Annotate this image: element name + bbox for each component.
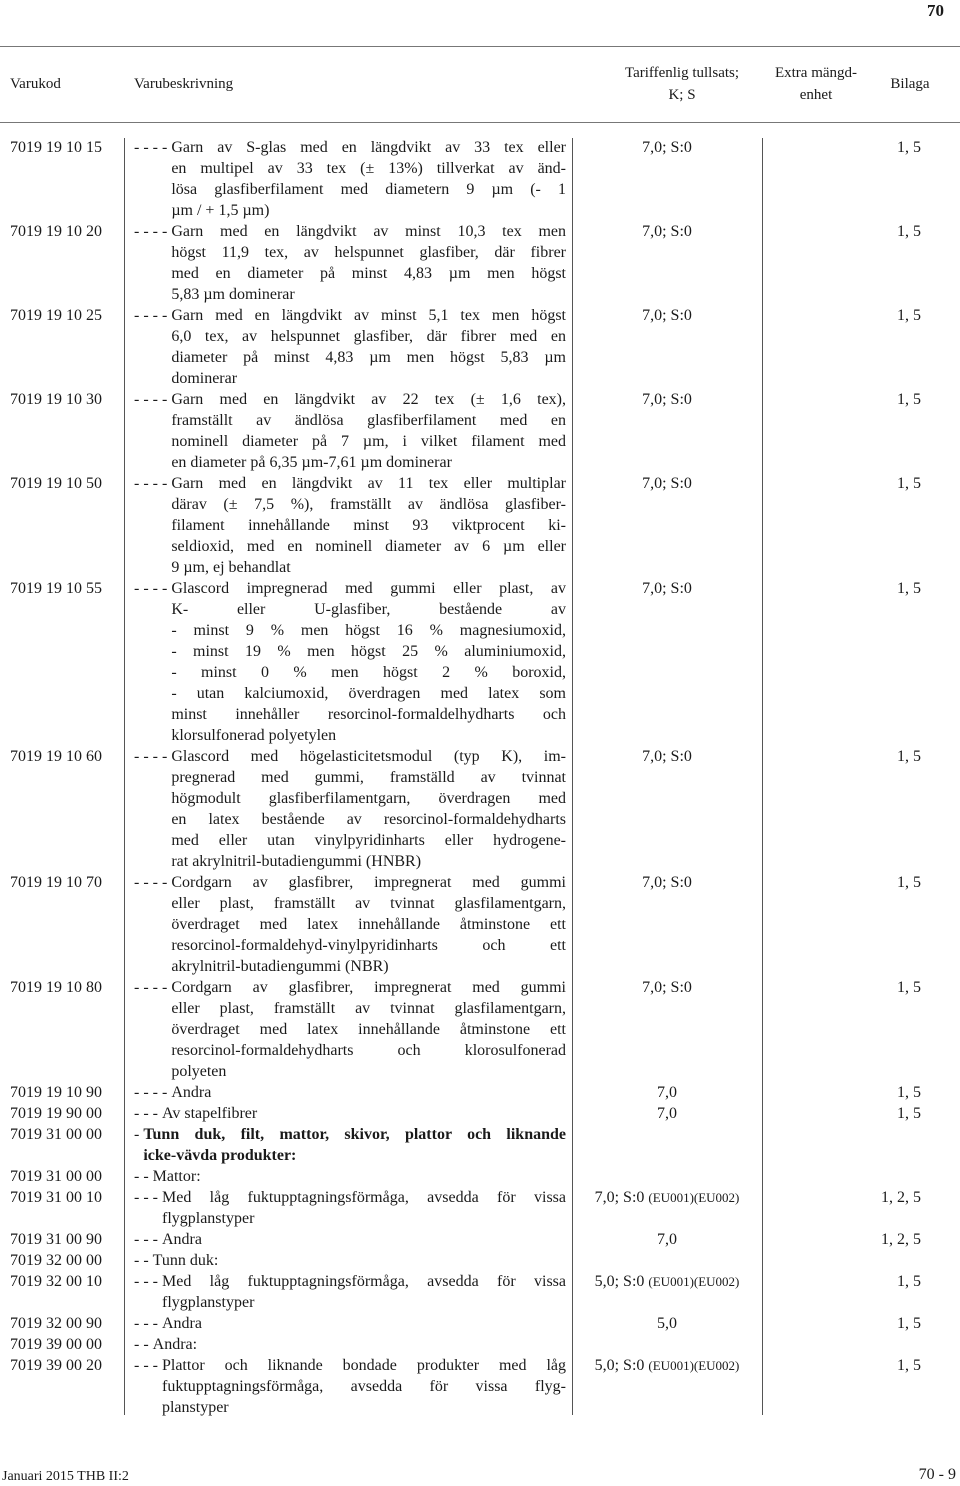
row-level-dashes: - - - xyxy=(134,1357,162,1374)
row-description xyxy=(171,221,572,305)
table-row xyxy=(0,1250,960,1271)
header-tariff-line1: Tariffenlig tullsats; xyxy=(624,65,740,81)
description-line: högmodult glasfiberfilamentgarn, överdragen med xyxy=(171,790,566,807)
row-description xyxy=(171,137,572,221)
header-tariff xyxy=(590,47,774,121)
description-line: - minst 0 % men högst 2 % boroxid, xyxy=(171,664,566,681)
tariff-table-body xyxy=(0,137,960,1418)
tariff-value: 7,0; S:0 xyxy=(642,307,692,324)
description-line: Garn med en längdvikt av minst 5,1 tex men högst xyxy=(171,307,566,324)
description-line: 9 µm, ej behandlat xyxy=(171,559,291,576)
row-level-dashes: - - - - xyxy=(134,1084,172,1101)
description-line: Av stapelfibrer xyxy=(161,1105,258,1122)
footer-page-ref: 70 - 9 xyxy=(918,1466,956,1483)
row-description xyxy=(153,1250,572,1271)
row-annex: 1, 5 xyxy=(897,139,921,156)
row-level-dashes: - - - - xyxy=(134,391,172,408)
description-line: Andra: xyxy=(152,1336,198,1353)
row-annex: 1, 5 xyxy=(897,979,921,996)
table-row xyxy=(0,1271,960,1313)
row-description xyxy=(153,1166,572,1187)
description-line: seldioxid, med en nominell diameter av 6 µm eller xyxy=(171,538,566,555)
row-annex: 1, 5 xyxy=(897,307,921,324)
row-unit xyxy=(762,872,866,977)
table-row xyxy=(0,746,960,872)
row-level-dashes: - - - - xyxy=(134,475,172,492)
description-line: Andra xyxy=(171,1084,212,1101)
description-line: resorcinol-formaldehydharts och klorosulfonerad xyxy=(171,1042,566,1059)
row-code: 7019 19 10 50 xyxy=(10,475,102,492)
row-annex: 1, 2, 5 xyxy=(881,1189,921,1206)
row-unit xyxy=(762,1313,866,1334)
row-code: 7019 31 00 00 xyxy=(10,1168,102,1185)
row-code: 7019 31 00 10 xyxy=(10,1189,102,1206)
row-tariff xyxy=(572,389,762,473)
tariff-value: 7,0; S:0 xyxy=(642,874,692,891)
tariff-value: 7,0; S:0 xyxy=(642,979,692,996)
table-row xyxy=(0,1313,960,1334)
tariff-value: 5,0 xyxy=(657,1315,677,1332)
row-tariff xyxy=(572,1187,762,1229)
description-line: Cordgarn av glasfibrer, impregnerat med gummi xyxy=(171,874,566,891)
row-annex xyxy=(866,1334,958,1355)
table-row xyxy=(0,1082,960,1103)
table-row xyxy=(0,1166,960,1187)
description-line: - minst 19 % men högst 25 % aluminiumoxid, xyxy=(171,643,566,660)
page-number: 70 xyxy=(927,1,944,20)
description-line: pregnerad med gummi, framställd av tvinnat xyxy=(171,769,566,786)
table-row xyxy=(0,473,960,578)
header-tariff-line2: K; S xyxy=(668,87,696,103)
row-description xyxy=(162,1355,572,1418)
row-unit xyxy=(762,1250,866,1271)
row-unit xyxy=(762,305,866,389)
row-level-dashes: - - - xyxy=(134,1273,162,1290)
description-line: fuktupptagningsförmåga, avsedda för vissa flyg- xyxy=(161,1378,566,1395)
tariff-footnote-ref: (EU001)(EU002) xyxy=(648,1358,740,1373)
description-line: diameter på minst 4,83 µm men högst 5,83 µm xyxy=(171,349,566,366)
description-line: filament innehållande minst 93 viktprocent ki- xyxy=(171,517,566,534)
description-line: Glascord med högelasticitetsmodul (typ K), im- xyxy=(171,748,566,765)
row-description xyxy=(143,1124,572,1166)
row-tariff xyxy=(572,137,762,221)
description-line: µm / + 1,5 µm) xyxy=(171,202,270,219)
row-tariff xyxy=(572,1313,762,1334)
row-description xyxy=(171,305,572,389)
tariff-value: 5,0; S:0 xyxy=(594,1357,645,1374)
row-annex: 1, 5 xyxy=(897,1273,921,1290)
row-code: 7019 19 10 60 xyxy=(10,748,102,765)
tariff-value: 7,0; S:0 xyxy=(642,475,692,492)
description-line: Andra xyxy=(161,1231,202,1248)
row-level-dashes: - - - - xyxy=(134,979,172,996)
description-line: Med låg fuktupptagningsförmåga, avsedda för vissa xyxy=(161,1189,566,1206)
row-level-dashes: - - xyxy=(134,1168,153,1185)
row-unit xyxy=(762,1082,866,1103)
table-row xyxy=(0,872,960,977)
description-line: Tunn duk: xyxy=(152,1252,219,1269)
row-description xyxy=(162,1187,572,1229)
description-line: icke-vävda produkter: xyxy=(143,1147,297,1164)
header-code: Varukod xyxy=(10,76,61,92)
row-description xyxy=(171,1082,572,1103)
row-level-dashes: - - - xyxy=(134,1105,162,1122)
row-annex: 1, 5 xyxy=(897,1084,921,1101)
row-description xyxy=(162,1229,572,1250)
row-level-dashes: - - - - xyxy=(134,139,172,156)
description-line: Garn med en längdvikt av 11 tex eller multiplar xyxy=(171,475,566,492)
row-code: 7019 19 90 00 xyxy=(10,1105,102,1122)
row-level-dashes: - - xyxy=(134,1336,153,1353)
row-level-dashes: - xyxy=(134,1126,144,1143)
tariff-value: 7,0; S:0 xyxy=(642,391,692,408)
table-row xyxy=(0,305,960,389)
description-line: polyeten xyxy=(171,1063,227,1080)
description-line: 5,83 µm dominerar xyxy=(171,286,295,303)
row-unit xyxy=(762,1334,866,1355)
row-tariff xyxy=(572,1355,762,1418)
table-row xyxy=(0,1103,960,1124)
row-tariff xyxy=(572,473,762,578)
row-unit xyxy=(762,389,866,473)
description-line: framställt av ändlösa glasfiberfilament med en xyxy=(171,412,566,429)
table-header xyxy=(0,47,960,121)
table-row xyxy=(0,221,960,305)
description-line: resorcinol-formaldehyd-vinylpyridinharts och ett xyxy=(171,937,566,954)
description-line: lösa glasfiberfilament med diametern 9 µm (- 1 xyxy=(171,181,566,198)
row-description xyxy=(171,872,572,977)
row-unit xyxy=(762,1166,866,1187)
tariff-value: 7,0; S:0 xyxy=(642,580,692,597)
description-line: akrylnitril-butadiengummi (NBR) xyxy=(171,958,389,975)
row-tariff xyxy=(572,305,762,389)
description-line: högst 11,9 tex, av helspunnet glasfiber, där fibrer xyxy=(171,244,566,261)
description-line: överdraget med latex innehållande åtminstone ett xyxy=(171,1021,566,1038)
row-level-dashes: - - - - xyxy=(134,307,172,324)
header-bottom-rule xyxy=(0,122,960,123)
row-unit xyxy=(762,1355,866,1418)
row-unit xyxy=(762,1124,866,1166)
row-unit xyxy=(762,1187,866,1229)
row-level-dashes: - - - xyxy=(134,1231,162,1248)
tariff-footnote-ref: (EU001)(EU002) xyxy=(648,1274,740,1289)
row-level-dashes: - - xyxy=(134,1252,153,1269)
header-description: Varubeskrivning xyxy=(134,76,234,92)
row-annex: 1, 5 xyxy=(897,475,921,492)
row-unit xyxy=(762,221,866,305)
description-line: Glascord impregnerad med gummi eller plast, av xyxy=(171,580,566,597)
row-annex: 1, 2, 5 xyxy=(881,1231,921,1248)
description-line: minst innehåller resorcinol-formaldelhydharts och xyxy=(171,706,566,723)
footer-edition: Januari 2015 THB II:2 xyxy=(2,1469,129,1484)
table-row xyxy=(0,977,960,1082)
row-tariff xyxy=(572,1271,762,1313)
tariff-value: 5,0; S:0 xyxy=(594,1273,645,1290)
description-line: rat akrylnitril-butadiengummi (HNBR) xyxy=(171,853,422,870)
description-line: - minst 9 % men högst 16 % magnesiumoxid, xyxy=(171,622,566,639)
row-description xyxy=(162,1313,572,1334)
description-line: med eller utan vinylpyridinharts eller hydrogene- xyxy=(171,832,566,849)
tariff-footnote-ref: (EU001)(EU002) xyxy=(648,1190,740,1205)
row-tariff xyxy=(572,977,762,1082)
description-line: Garn med en längdvikt av minst 10,3 tex men xyxy=(171,223,566,240)
description-line: eller plast, framställt av tvinnat glasfilamentgarn, xyxy=(171,895,566,912)
description-line: med en diameter på minst 4,83 µm men högst xyxy=(171,265,566,282)
header-unit xyxy=(764,47,868,121)
row-code: 7019 31 00 00 xyxy=(10,1126,102,1143)
row-tariff xyxy=(572,1103,762,1124)
row-tariff xyxy=(572,1124,762,1166)
table-row xyxy=(0,578,960,746)
row-description xyxy=(171,389,572,473)
description-line: Med låg fuktupptagningsförmåga, avsedda för vissa xyxy=(161,1273,566,1290)
header-unit-line1: Extra mängd- xyxy=(774,65,858,81)
row-code: 7019 32 00 10 xyxy=(10,1273,102,1290)
row-code: 7019 19 10 25 xyxy=(10,307,102,324)
description-line: Garn av S-glas med en längdvikt av 33 tex eller xyxy=(171,139,566,156)
row-description xyxy=(162,1271,572,1313)
row-unit xyxy=(762,746,866,872)
row-description xyxy=(162,1103,572,1124)
description-line: planstyper xyxy=(161,1399,229,1416)
row-annex xyxy=(866,1250,958,1271)
row-tariff xyxy=(572,578,762,746)
row-level-dashes: - - - - xyxy=(134,748,172,765)
row-level-dashes: - - - - xyxy=(134,580,172,597)
tariff-value: 7,0; S:0 xyxy=(642,139,692,156)
tariff-value: 7,0 xyxy=(657,1105,677,1122)
row-description xyxy=(171,473,572,578)
row-tariff xyxy=(572,872,762,977)
row-annex: 1, 5 xyxy=(897,874,921,891)
header-annex: Bilaga xyxy=(890,76,930,92)
table-row xyxy=(0,137,960,221)
row-annex: 1, 5 xyxy=(897,748,921,765)
tariff-value: 7,0 xyxy=(657,1084,677,1101)
row-level-dashes: - - - - xyxy=(134,223,172,240)
table-row xyxy=(0,1229,960,1250)
description-line: Mattor: xyxy=(152,1168,201,1185)
description-line: en diameter på 6,35 µm-7,61 µm dominerar xyxy=(171,454,452,471)
row-annex xyxy=(866,1166,958,1187)
tariff-value: 7,0 xyxy=(657,1231,677,1248)
description-line: därav (± 7,5 %), framställt av ändlösa glasfiber- xyxy=(171,496,566,513)
row-description xyxy=(171,578,572,746)
description-line: K- eller U-glasfiber, bestående av xyxy=(171,601,566,618)
row-unit xyxy=(762,137,866,221)
row-tariff xyxy=(572,221,762,305)
table-row xyxy=(0,1124,960,1166)
row-code: 7019 31 00 90 xyxy=(10,1231,102,1248)
table-row xyxy=(0,1187,960,1229)
description-line: Andra xyxy=(161,1315,202,1332)
description-line: flygplanstyper xyxy=(161,1210,255,1227)
row-code: 7019 19 10 15 xyxy=(10,139,102,156)
row-annex: 1, 5 xyxy=(897,1357,921,1374)
row-code: 7019 32 00 90 xyxy=(10,1315,102,1332)
description-line: överdraget med latex innehållande åtminstone ett xyxy=(171,916,566,933)
row-code: 7019 39 00 00 xyxy=(10,1336,102,1353)
description-line: nominell diameter på 7 µm, i vilket filament med xyxy=(171,433,566,450)
table-row xyxy=(0,389,960,473)
description-line: Plattor och liknande bondade produkter med låg xyxy=(161,1357,566,1374)
row-level-dashes: - - - - xyxy=(134,874,172,891)
description-line: - utan kalciumoxid, överdragen med latex som xyxy=(171,685,566,702)
row-unit xyxy=(762,977,866,1082)
row-tariff xyxy=(572,1334,762,1355)
row-annex xyxy=(866,1124,958,1166)
row-code: 7019 19 10 30 xyxy=(10,391,102,408)
row-level-dashes: - - - xyxy=(134,1189,162,1206)
row-annex: 1, 5 xyxy=(897,1315,921,1332)
row-tariff xyxy=(572,1229,762,1250)
row-code: 7019 19 10 90 xyxy=(10,1084,102,1101)
row-code: 7019 19 10 55 xyxy=(10,580,102,597)
row-annex: 1, 5 xyxy=(897,223,921,240)
row-level-dashes: - - - xyxy=(134,1315,162,1332)
tariff-value: 7,0; S:0 xyxy=(642,223,692,240)
row-code: 7019 39 00 20 xyxy=(10,1357,102,1374)
description-line: flygplanstyper xyxy=(161,1294,255,1311)
description-line: en multipel av 33 tex (± 13%) tillverkat av änd- xyxy=(171,160,566,177)
row-code: 7019 19 10 80 xyxy=(10,979,102,996)
description-line: eller plast, framställt av tvinnat glasfilamentgarn, xyxy=(171,1000,566,1017)
row-annex: 1, 5 xyxy=(897,580,921,597)
description-line: 6,0 tex, av helspunnet glasfiber, där fibrer med en xyxy=(171,328,566,345)
table-row xyxy=(0,1355,960,1418)
description-line: klorsulfonerad polyetylen xyxy=(171,727,337,744)
row-description xyxy=(171,746,572,872)
row-unit xyxy=(762,578,866,746)
row-unit xyxy=(762,1229,866,1250)
row-description xyxy=(171,977,572,1082)
tariff-value: 7,0; S:0 xyxy=(642,748,692,765)
description-line: en latex bestående av resorcinol-formaldehydharts xyxy=(171,811,566,828)
row-tariff xyxy=(572,746,762,872)
row-unit xyxy=(762,1103,866,1124)
tariff-value: 7,0; S:0 xyxy=(594,1189,645,1206)
header-unit-line2: enhet xyxy=(799,87,833,103)
row-tariff xyxy=(572,1250,762,1271)
table-row xyxy=(0,1334,960,1355)
row-code: 7019 32 00 00 xyxy=(10,1252,102,1269)
row-code: 7019 19 10 70 xyxy=(10,874,102,891)
description-line: Garn med en längdvikt av 22 tex (± 1,6 tex), xyxy=(171,391,566,408)
row-code: 7019 19 10 20 xyxy=(10,223,102,240)
row-unit xyxy=(762,1271,866,1313)
row-tariff xyxy=(572,1082,762,1103)
row-description xyxy=(153,1334,572,1355)
description-line: Cordgarn av glasfibrer, impregnerat med gummi xyxy=(171,979,566,996)
row-annex: 1, 5 xyxy=(897,1105,921,1122)
description-line: dominerar xyxy=(171,370,238,387)
row-tariff xyxy=(572,1166,762,1187)
description-line: Tunn duk, filt, mattor, skivor, plattor och liknande xyxy=(143,1126,566,1143)
row-annex: 1, 5 xyxy=(897,391,921,408)
row-unit xyxy=(762,473,866,578)
